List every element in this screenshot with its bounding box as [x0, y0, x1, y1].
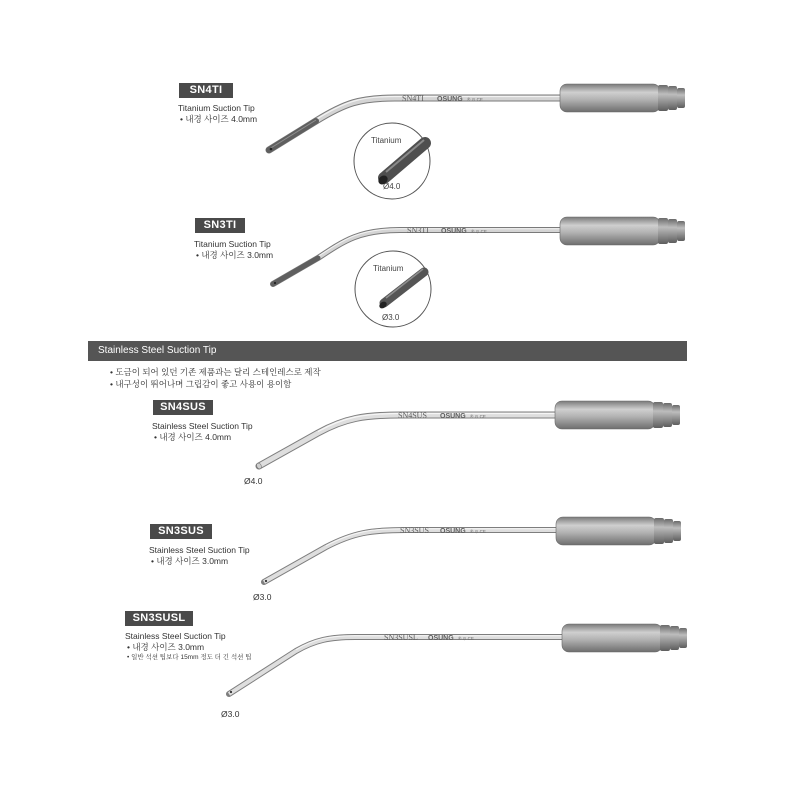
handle-ring [677, 221, 685, 241]
section-notes [110, 366, 321, 390]
engraved-code: SN4TI [402, 94, 424, 103]
product-name: Stainless Steel Suction Tip [125, 631, 226, 641]
product-name: Titanium Suction Tip [194, 239, 271, 249]
tip-sn4sus [256, 401, 680, 470]
handle-ring [658, 218, 668, 244]
engraved-marks: ® ⊙ CE [470, 529, 486, 534]
tip-sn3ti [273, 217, 685, 284]
engraved-brand: OSUNG [437, 96, 463, 103]
handle-ring [668, 219, 677, 243]
engraved-brand: OSUNG [440, 528, 466, 535]
handle-ring [658, 85, 668, 111]
handle-grip [556, 517, 656, 545]
zoom-lens-titanium-4 [354, 123, 430, 199]
engraved-code: SN3TI [407, 226, 429, 235]
product-spec: • 내경 사이즈 4.0mm [180, 114, 258, 124]
product-code-label: SN4SUS [153, 400, 213, 415]
handle-ring [664, 519, 673, 543]
tube-body [229, 637, 564, 694]
section-note: • 내구성이 뛰어나며 그립감이 좋고 사용이 용이함 [110, 379, 292, 389]
handle-ring [663, 403, 672, 427]
product-code-label: SN3SUSL [125, 611, 193, 626]
diameter-label: Ø3.0 [253, 592, 272, 602]
engraved-brand: OSUNG [428, 635, 454, 642]
titanium-section [269, 121, 316, 150]
engraved-brand: OSUNG [440, 413, 466, 420]
section-title: Stainless Steel Suction Tip [98, 345, 217, 356]
handle-grip [562, 624, 662, 652]
product-spec: • 내경 사이즈 3.0mm [196, 250, 274, 260]
lens-material-label: Titanium [371, 136, 402, 145]
engraved-code: SN4SUS [398, 411, 427, 420]
product-spec: • 내경 사이즈 3.0mm [151, 556, 229, 566]
section-header-bar [88, 341, 687, 361]
handle-grip [555, 401, 655, 429]
handle-grip [560, 217, 660, 245]
tube-body [264, 530, 558, 582]
tip-sn4ti [269, 84, 685, 150]
handle-ring [679, 628, 687, 648]
product-spec: • 내경 사이즈 3.0mm [127, 642, 205, 652]
handle-ring [677, 88, 685, 108]
tip-hole [230, 691, 232, 693]
lens-material-label: Titanium [373, 264, 404, 273]
titanium-section [273, 258, 318, 284]
engraved-brand: OSUNG [441, 228, 467, 235]
product-name: Stainless Steel Suction Tip [149, 545, 250, 555]
product-description [194, 239, 273, 261]
product-name: Stainless Steel Suction Tip [152, 421, 253, 431]
tip-sn3susl [229, 624, 687, 694]
tip-sn3sus [264, 517, 681, 582]
tube-body [259, 415, 558, 466]
handle-ring [654, 518, 664, 544]
product-name: Titanium Suction Tip [178, 103, 255, 113]
product-description [152, 421, 253, 443]
engraved-marks: ® ⊙ CE [471, 229, 487, 234]
product-description [149, 545, 250, 567]
product-extra-note: • 일반 석션 팁보다 15mm 정도 더 긴 석션 팁 [127, 654, 252, 661]
handle-ring [660, 625, 670, 651]
handle-ring [668, 86, 677, 110]
diameter-label: Ø3.0 [221, 709, 240, 719]
tip-hole [274, 282, 276, 284]
lens-diameter-label: Ø3.0 [382, 313, 400, 322]
tube-outline [229, 637, 564, 694]
tip-hole [265, 580, 267, 582]
engraved-marks: ® ⊙ CE [470, 414, 486, 419]
product-code-label: SN3TI [195, 218, 245, 233]
product-code-label: SN4TI [179, 83, 233, 98]
handle-ring [672, 405, 680, 425]
product-description [178, 103, 257, 125]
section-note: • 도금이 되어 있던 기존 제품과는 달리 스테인레스로 제작 [110, 367, 321, 377]
handle-ring [673, 521, 681, 541]
engraved-marks: ® ⊙ CE [467, 97, 483, 102]
product-spec: • 내경 사이즈 4.0mm [154, 432, 232, 442]
engraved-code: SN3SUSL [384, 633, 418, 642]
zoom-lens-titanium-3 [355, 251, 431, 327]
handle-ring [653, 402, 663, 428]
engraved-code: SN3SUS [400, 526, 429, 535]
diameter-label: Ø4.0 [244, 476, 263, 486]
engraved-marks: ® ⊙ CE [458, 636, 474, 641]
handle-grip [560, 84, 660, 112]
handle-ring [670, 626, 679, 650]
tip-hole [270, 148, 273, 151]
product-code-label: SN3SUS [150, 524, 212, 539]
product-description [125, 631, 252, 662]
lens-diameter-label: Ø4.0 [383, 182, 401, 191]
